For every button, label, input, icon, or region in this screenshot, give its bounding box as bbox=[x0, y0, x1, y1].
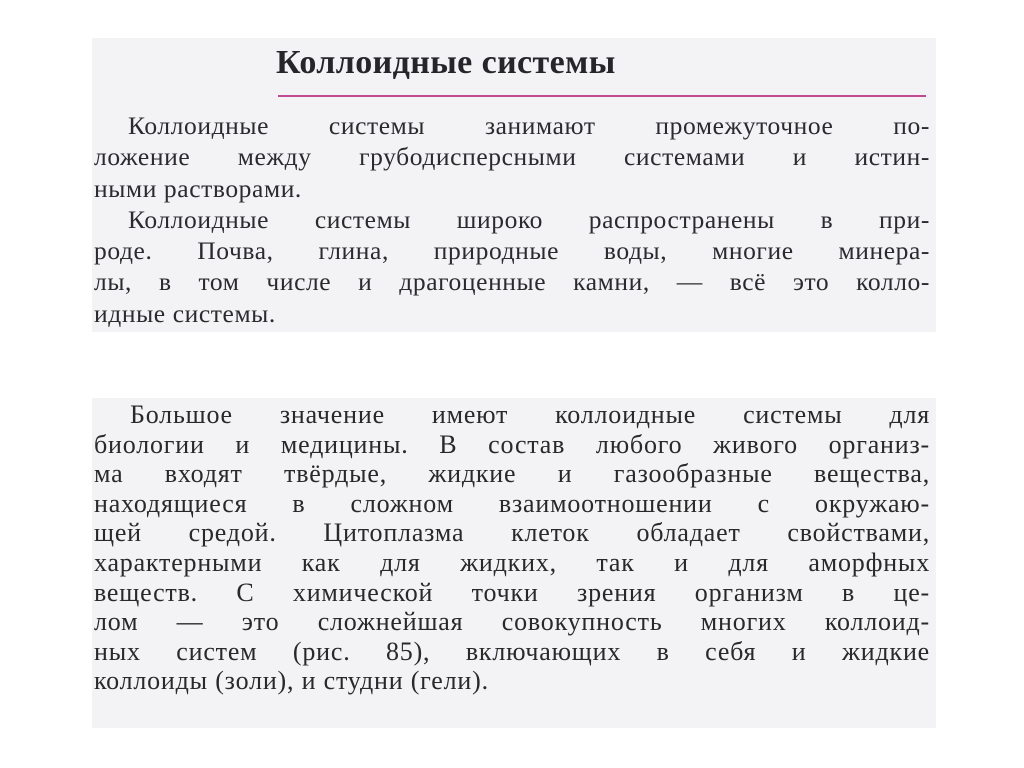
text-line: ных систем (рис. 85), включающих в себя и жидкие bbox=[94, 636, 930, 666]
text-line: лы, в том числе и драгоценные камни, — всё это колло- bbox=[94, 267, 930, 297]
text-line: биологии и медицины. В состав любого живого организ- bbox=[94, 429, 930, 459]
text-line: Большое значение имеют коллоидные системы для bbox=[130, 400, 930, 429]
text-line: находящиеся в сложном взаимоотношении с окружаю- bbox=[94, 488, 930, 518]
text-line: щей средой. Цитоплазма клеток обладает свойствами, bbox=[94, 518, 930, 548]
textbook-excerpt-biology bbox=[92, 398, 936, 728]
text-line: роде. Почва, глина, природные воды, многие минера- bbox=[94, 236, 930, 266]
paragraph-definition-and-prevalence bbox=[94, 110, 930, 329]
text-line: ма входят твёрдые, жидкие и газообразные вещества, bbox=[94, 459, 930, 489]
text-line: характерными как для жидких, так и для аморфных bbox=[94, 547, 930, 577]
textbook-excerpt-colloids bbox=[92, 38, 936, 332]
text-line: ложение между грубодисперсными системами и истин- bbox=[94, 142, 930, 172]
text-line: идные системы. bbox=[94, 298, 276, 328]
text-line: ными растворами. bbox=[94, 173, 302, 203]
text-line: Коллоидные системы широко распространены в при- bbox=[128, 204, 930, 234]
text-line: лом — это сложнейшая совокупность многих коллоид- bbox=[94, 607, 930, 637]
text-line: Коллоидные системы занимают промежуточное по- bbox=[128, 111, 930, 140]
section-title: Коллоидные системы bbox=[276, 44, 616, 81]
title-underline bbox=[278, 95, 926, 97]
text-line: веществ. С химической точки зрения организм в це- bbox=[94, 577, 930, 607]
paragraph-biology-medicine bbox=[94, 400, 930, 696]
text-line: коллоиды (золи), и студни (гели). bbox=[94, 666, 489, 696]
